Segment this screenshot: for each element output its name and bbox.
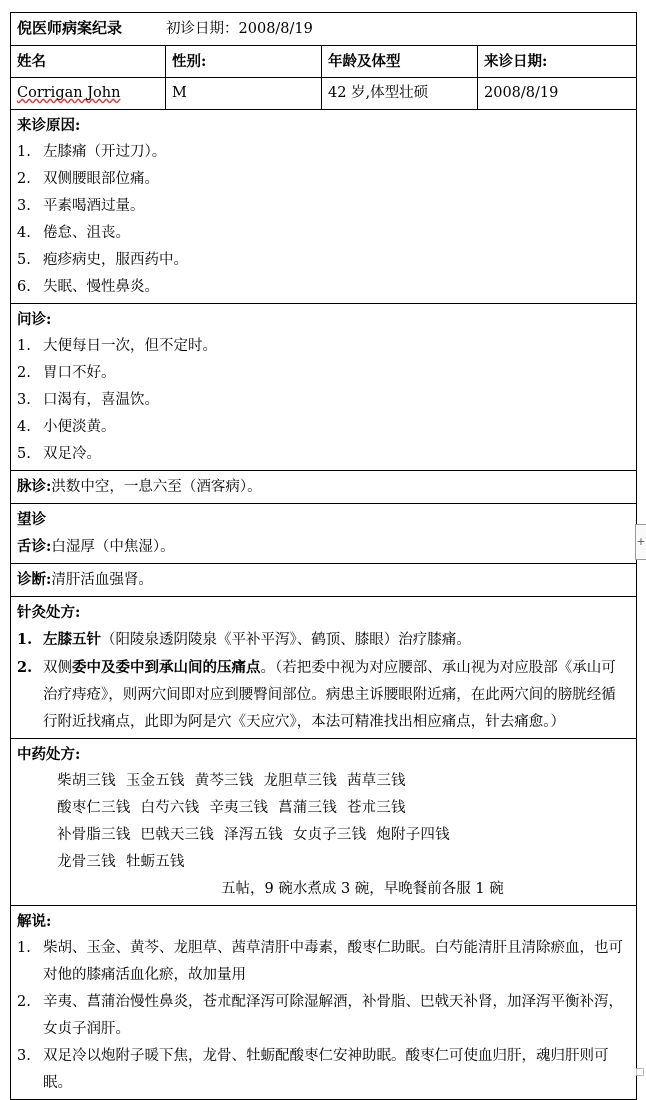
- pulse-text: 洪数中空，一息六至（酒客病）。: [51, 479, 262, 495]
- explanation-list: [17, 935, 630, 1097]
- case-record-table: [10, 12, 637, 1100]
- visit-date-label: 来诊日期:: [478, 46, 637, 78]
- record-title: 倪医师病案纪录: [17, 19, 123, 37]
- list-item: 3. 平素喝酒过量。: [17, 198, 145, 214]
- pulse-heading: 脉诊:: [17, 478, 52, 495]
- patient-label-row: [11, 46, 637, 78]
- inspection-heading: 望诊: [17, 511, 46, 528]
- list-item: 2. 辛夷、菖蒲治慢性鼻炎，苍朮配泽泻可除湿解酒，补骨脂、巴戟天补肾，加泽泻平衡补泻，女贞子润肝。: [17, 994, 623, 1037]
- age-build-label: 年龄及体型: [322, 46, 478, 78]
- header-cell: [11, 13, 637, 46]
- reason-heading: 来诊原因:: [17, 117, 81, 134]
- table-move-handle-icon[interactable]: +: [635, 524, 646, 560]
- reason-list: [17, 139, 630, 301]
- header-row: [11, 13, 637, 46]
- explanation-row: [11, 906, 637, 1100]
- list-item: 4. 倦怠、沮丧。: [17, 225, 130, 241]
- explanation-heading: 解说:: [17, 913, 52, 930]
- list-item: 6. 失眠、慢性鼻炎。: [17, 279, 159, 295]
- inquiry-list: [17, 333, 630, 468]
- diagnosis-text: 清肝活血强肾。: [51, 572, 153, 588]
- list-item: 5. 疱疹病史，服西药中。: [17, 252, 188, 268]
- gender-label: 性别:: [166, 46, 322, 78]
- gender-value: M: [166, 78, 322, 110]
- list-item: 3. 口渴有，喜温饮。: [17, 392, 159, 408]
- acupuncture-row: [11, 597, 637, 739]
- list-item: 2. 双侧腰眼部位痛。: [17, 171, 159, 187]
- formula-line: 柴胡三钱 玉金五钱 黄芩三钱 龙胆草三钱 茜草三钱: [57, 773, 406, 789]
- formula-line: 补骨脂三钱 巴戟天三钱 泽泻五钱 女贞子三钱 炮附子四钱: [57, 827, 450, 843]
- pulse-section: [11, 471, 637, 504]
- acupuncture-section: [11, 597, 637, 739]
- formula-line: 酸枣仁三钱 白芍六钱 辛夷三钱 菖蒲三钱 苍朮三钱: [57, 800, 406, 816]
- list-item: 3. 双足冷以炮附子暖下焦，龙骨、牡蛎配酸枣仁安神助眠。酸枣仁可使血归肝，魂归肝则可眠。: [17, 1048, 609, 1091]
- diagnosis-heading: 诊断:: [17, 571, 52, 588]
- pulse-row: [11, 471, 637, 504]
- visit-date-value: 2008/8/19: [478, 78, 637, 110]
- list-item: 2. 双侧委中及委中到承山间的压痛点。（若把委中视为对应腰部、承山视为对应股部《承山可治疗痔疮》，则两穴间即对应到腰臀间部位。病患主诉腰眼附近痛，在此两穴间的膀胱经循行附近找痛点，此即为阿是穴《天应穴》，本法可精准找出相应痛点，针去痛愈。）: [17, 659, 616, 730]
- list-item: 1. 左膝痛（开过刀）。: [17, 144, 167, 160]
- patient-name: Corrigan John: [17, 85, 121, 101]
- list-item: 1. 左膝五针（阳陵泉透阴陵泉《平补平泻》、鹤顶、膝眼）治疗膝痛。: [17, 631, 471, 648]
- inspection-section: [11, 504, 637, 564]
- list-item: 4. 小便淡黄。: [17, 419, 116, 435]
- explanation-section: [11, 906, 637, 1100]
- inquiry-row: [11, 304, 637, 471]
- list-item: 1. 柴胡、玉金、黄芩、龙胆草、茜草清肝中毒素，酸枣仁助眠。白芍能清肝且清除瘀血，也可对他的膝痛活血化瘀，故加量用: [17, 940, 623, 983]
- formula-line: 龙骨三钱 牡蛎五钱: [57, 854, 185, 870]
- inquiry-heading: 问诊:: [17, 311, 52, 328]
- patient-value-row: [11, 78, 637, 110]
- inspection-row: [11, 504, 637, 564]
- herbal-heading: 中药处方:: [17, 746, 81, 763]
- diagnosis-section: [11, 564, 637, 597]
- name-label: 姓名: [11, 46, 166, 78]
- herbal-row: [11, 739, 637, 906]
- acupuncture-list: [17, 626, 630, 736]
- first-visit-date: 初诊日期：2008/8/19: [166, 21, 313, 37]
- acupuncture-heading: 针灸处方:: [17, 604, 81, 621]
- dosage-instructions: 五帖，9 碗水煮成 3 碗，早晚餐前各服 1 碗: [221, 881, 504, 897]
- tongue-text: 白湿厚（中焦湿）。: [51, 539, 175, 555]
- reason-row: [11, 110, 637, 304]
- knee-five-needles: 左膝五针: [43, 631, 101, 648]
- tongue-heading: 舌诊:: [17, 538, 52, 555]
- herbal-section: [11, 739, 637, 906]
- list-item: 1. 大便每日一次，但不定时。: [17, 338, 217, 354]
- age-build-value: 42 岁,体型壮硕: [322, 78, 478, 110]
- diagnosis-row: [11, 564, 637, 597]
- list-item: 5. 双足冷。: [17, 446, 101, 462]
- inquiry-section: [11, 304, 637, 471]
- list-item: 2. 胃口不好。: [17, 365, 116, 381]
- reason-section: [11, 110, 637, 304]
- name-cell: [11, 78, 166, 110]
